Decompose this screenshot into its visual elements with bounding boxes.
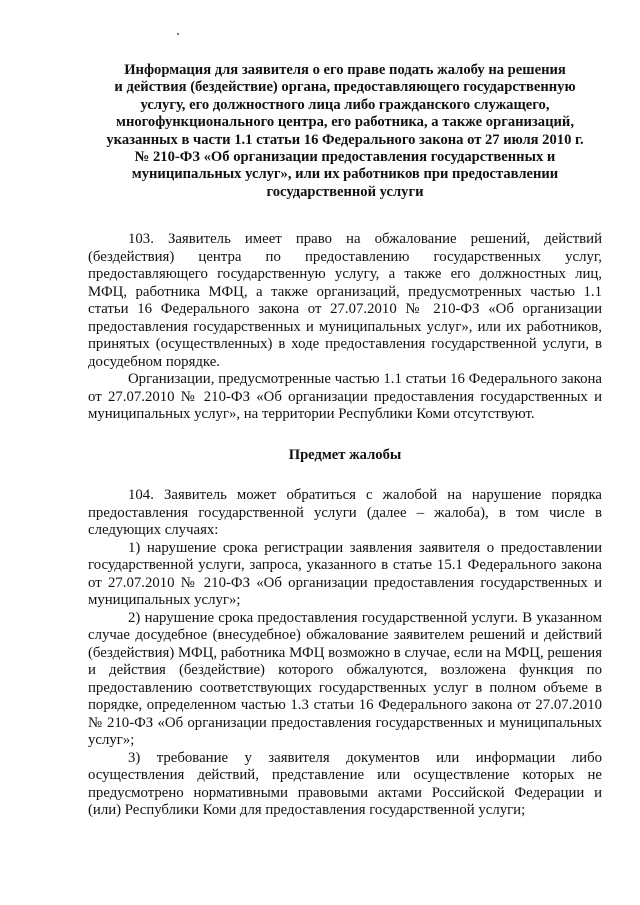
heading-line: услугу, его должностного лица либо гражданского служащего, xyxy=(140,96,550,113)
paragraph-103: 103. Заявитель имеет право на обжалование решений, действий (бездействия) центра по предоставлению государственных услуг, предоставляющего государственную услугу, а также его должностных лиц, МФЦ, работника МФЦ, а также организаций, предусмотренных частью 1.1 статьи 16 Федерального закона от 27.07.2010 № 210-ФЗ «Об организации предоставления государственных и муниципальных услуг», или их работников, принятых (осуществленных) в ходе предоставления государственной услуги, в досудебном порядке. xyxy=(88,231,602,370)
list-item-3: 3) требование у заявителя документов или информации либо осуществления действий, представление или осуществление которых не предусмотрено нормативными правовыми актами Российской Федерации и (или) Республики Коми для предоставления государственной услуги; xyxy=(88,749,602,819)
list-item-1: 1) нарушение срока регистрации заявления заявителя о предоставлении государственной услуги, запроса, указанного в статье 15.1 Федерального закона от 27.07.2010 № 210-ФЗ «Об организации предоставления государственных и муниципальных услуг»; xyxy=(88,539,602,609)
heading-line: муниципальных услуг», или их работников при предоставлении xyxy=(131,166,559,183)
paragraph-organizations: Организации, предусмотренные частью 1.1 статьи 16 Федерального закона от 27.07.2010 № 210-ФЗ «Об организации предоставления государственных и муниципальных услуг», на территории Республики Коми отсутствуют. xyxy=(88,371,602,423)
section-title: Предмет жалобы xyxy=(288,446,402,463)
paragraph-104: 104. Заявитель может обратиться с жалобой на нарушение порядка предоставления государственной услуги (далее – жалоба), в том числе в следующих случаях: xyxy=(88,487,602,539)
heading-line: многофункционального центра, его работника, а также организаций, xyxy=(116,114,574,131)
heading-line: № 210-ФЗ «Об организации предоставления государственных и xyxy=(134,149,556,166)
heading-line: и действия (бездействие) органа, предоставляющего государственную xyxy=(114,79,576,96)
heading-line: указанных в части 1.1 статьи 16 Федерального закона от 27 июля 2010 г. xyxy=(106,131,584,148)
heading-line: государственной услуги xyxy=(266,183,424,200)
list-item-2: 2) нарушение срока предоставления государственной услуги. В указанном случае досудебное (внесудебное) обжалование заявителем решений и действий (бездействия) МФЦ, работника МФЦ возможно в случае, если на МФЦ, решения и действия (бездействие) которого обжалуются, возложена функция по предоставлению соответствующих государственных услуг в полном объеме в порядке, определенном частью 1.3 статьи 16 Федерального закона от 27.07.2010 № 210-ФЗ «Об организации предоставления государственных и муниципальных услуг»; xyxy=(88,609,602,749)
heading-line: Информация для заявителя о его праве подать жалобу на решения xyxy=(124,62,566,78)
document-heading xyxy=(88,62,602,201)
scan-dot-mark xyxy=(177,33,179,35)
